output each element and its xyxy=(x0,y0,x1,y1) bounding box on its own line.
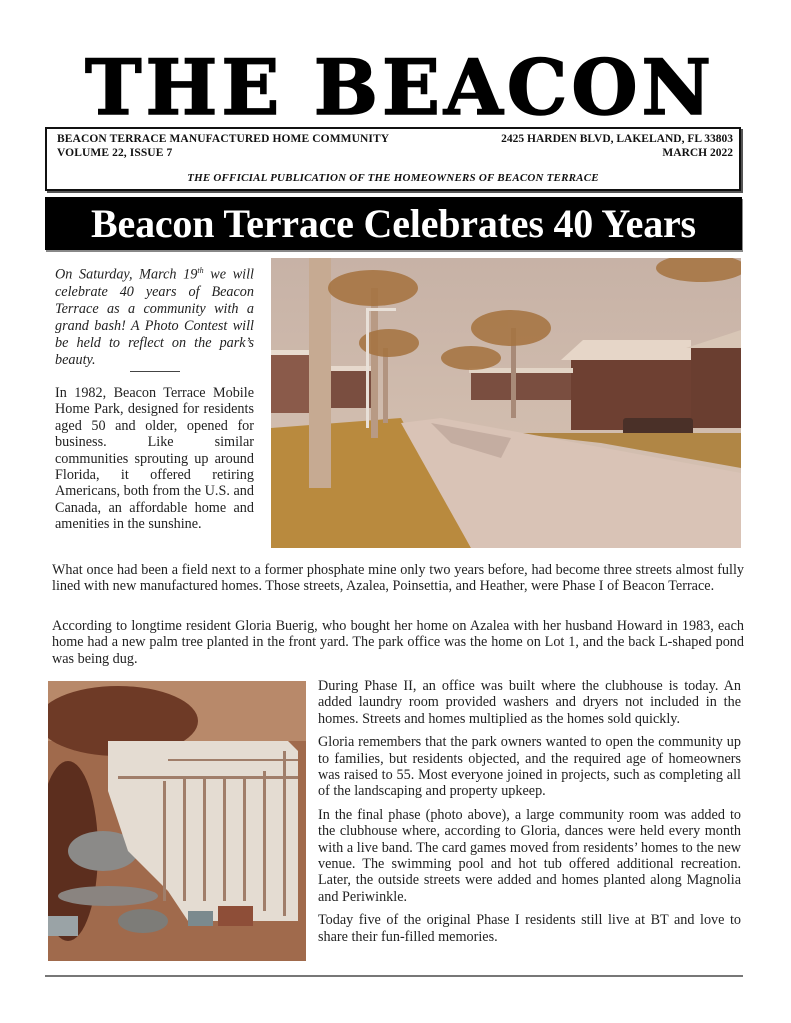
intro-text-end: we will celebrate 40 years of Beacon Terrace as a community with a grand bash! A Photo Contest will be held to reflect on the park’s beauty. xyxy=(55,266,254,368)
right-column-paragraph: Gloria remembers that the park owners wanted to open the community up to families, but residents objected, and the required age of homeowners was raised to 55. Most everyone joined in projects, such as completing all of the landscaping and property upkeep. xyxy=(318,734,741,800)
article-intro xyxy=(55,262,254,369)
bottom-divider xyxy=(45,975,743,977)
body-paragraph-2: According to longtime resident Gloria Buerig, who bought her home on Azalea with her husband Howard in 1983, each home had a new palm tree planted in the front yard. The park office was the home on Lot 1, and the back L-shaped pond was being dug. xyxy=(52,618,744,667)
masthead-title-text: THE BEACON xyxy=(84,44,716,126)
issue-date: MARCH 2022 xyxy=(662,147,733,159)
article-headline: Beacon Terrace Celebrates 40 Years xyxy=(45,197,742,250)
community-name: BEACON TERRACE MANUFACTURED HOME COMMUNITY xyxy=(57,133,390,145)
body-paragraph-1: What once had been a field next to a former phosphate mine only two years before, had become three streets almost fully lined with new manufactured homes. Those streets, Azalea, Poinsettia, and Heather, were Phase I of Beacon Terrace. xyxy=(52,562,744,595)
issue-info-right xyxy=(501,132,733,160)
street-photo-image xyxy=(271,258,741,548)
intro-superscript: th xyxy=(197,266,204,275)
issue-info-box xyxy=(45,127,741,191)
masthead-title xyxy=(60,44,740,126)
right-column-paragraph: In the final phase (photo above), a large community room was added to the clubhouse where, according to Gloria, dances were held every month with a live band. The card games moved from residents’ homes to the new venue. The swimming pool and hot tub offered additional recreation. Later, the outside streets were added and homes planted along Magnolia and Periwinkle. xyxy=(318,806,741,905)
volume-issue: VOLUME 22, ISSUE 7 xyxy=(57,147,173,159)
intro-divider xyxy=(130,371,180,372)
tagline: THE OFFICIAL PUBLICATION OF THE HOMEOWNERS OF BEACON TERRACE xyxy=(187,172,599,184)
left-column-text: In 1982, Beacon Terrace Mobile Home Park, designed for residents aged 50 and older, opened for business. Like similar communities sprouting up around Florida, it offered retiring Americans, both from the U.S. and Canada, an affordable home and amenities in the sunshine. xyxy=(55,385,254,533)
aerial-photo xyxy=(48,681,306,961)
right-column-paragraph: Today five of the original Phase I residents still live at BT and love to share their fun-filled memories. xyxy=(318,912,741,945)
street-photo xyxy=(271,258,741,548)
right-column-paragraph: During Phase II, an office was built where the clubhouse is today. An added laundry room provided washers and dryers not included in the homes. Streets and homes multiplied as the homes sold quickly. xyxy=(318,678,741,727)
address: 2425 HARDEN BLVD, LAKELAND, FL 33803 xyxy=(501,133,733,145)
aerial-photo-image xyxy=(48,681,306,961)
masthead xyxy=(60,44,740,126)
right-column xyxy=(318,678,741,952)
intro-text-start: On Saturday, March 19 xyxy=(55,266,198,283)
issue-info-left xyxy=(57,132,389,160)
